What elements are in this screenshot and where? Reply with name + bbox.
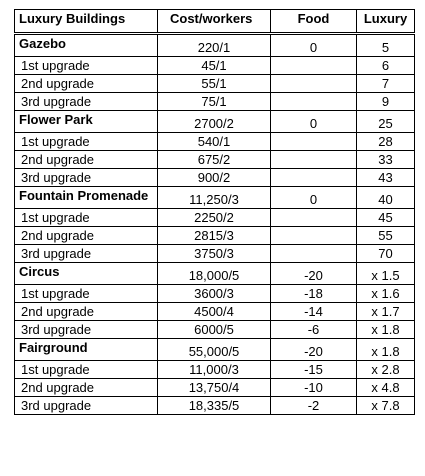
building-luxury: 25 [357,111,415,133]
upgrade-luxury: 33 [357,151,415,169]
upgrade-cost: 675/2 [158,151,271,169]
upgrade-food: -15 [271,361,357,379]
upgrade-cost: 3600/3 [158,285,271,303]
building-row-fountain-promenade [15,187,415,209]
header-row [15,10,415,34]
upgrade-row [15,227,415,245]
header-luxury: Luxury [357,10,415,34]
building-cost: 55,000/5 [158,339,271,361]
upgrade-food: -14 [271,303,357,321]
upgrade-cost: 2815/3 [158,227,271,245]
upgrade-cost: 2250/2 [158,209,271,227]
upgrade-cost: 4500/4 [158,303,271,321]
upgrade-label: 1st upgrade [15,361,158,379]
upgrade-label: 2nd upgrade [15,227,158,245]
upgrade-luxury: 7 [357,75,415,93]
building-luxury: x 1.8 [357,339,415,361]
upgrade-label: 2nd upgrade [15,151,158,169]
upgrade-label: 3rd upgrade [15,169,158,187]
upgrade-cost: 18,335/5 [158,397,271,415]
upgrade-label: 2nd upgrade [15,75,158,93]
upgrade-food [271,151,357,169]
upgrade-food: -2 [271,397,357,415]
building-row-circus [15,263,415,285]
building-cost: 220/1 [158,34,271,57]
luxury-buildings-table-container [14,9,415,415]
upgrade-food: -18 [271,285,357,303]
upgrade-row [15,321,415,339]
building-name: Fairground [19,340,88,355]
upgrade-label: 1st upgrade [15,57,158,75]
upgrade-label: 2nd upgrade [15,303,158,321]
building-row-fairground [15,339,415,361]
upgrade-row [15,361,415,379]
upgrade-food [271,133,357,151]
upgrade-label: 3rd upgrade [15,245,158,263]
upgrade-luxury: 70 [357,245,415,263]
upgrade-food [271,209,357,227]
building-cost: 11,250/3 [158,187,271,209]
upgrade-luxury: x 4.8 [357,379,415,397]
upgrade-row [15,151,415,169]
upgrade-luxury: 6 [357,57,415,75]
upgrade-luxury: 9 [357,93,415,111]
header-cost-workers: Cost/workers [158,10,271,34]
upgrade-row [15,75,415,93]
upgrade-food [271,57,357,75]
upgrade-luxury: x 1.7 [357,303,415,321]
upgrade-row [15,285,415,303]
building-luxury: 40 [357,187,415,209]
building-food: 0 [271,34,357,57]
building-name: Gazebo [19,36,66,51]
header-luxury-buildings: Luxury Buildings [15,10,158,34]
building-food: 0 [271,111,357,133]
upgrade-label: 3rd upgrade [15,93,158,111]
upgrade-cost: 55/1 [158,75,271,93]
upgrade-label: 3rd upgrade [15,397,158,415]
upgrade-row [15,245,415,263]
building-name: Fountain Promenade [19,188,149,203]
upgrade-row [15,169,415,187]
upgrade-food [271,245,357,263]
upgrade-luxury: x 7.8 [357,397,415,415]
upgrade-luxury: x 1.6 [357,285,415,303]
building-cost: 2700/2 [158,111,271,133]
upgrade-luxury: x 1.8 [357,321,415,339]
upgrade-cost: 75/1 [158,93,271,111]
building-cost: 18,000/5 [158,263,271,285]
upgrade-row [15,397,415,415]
upgrade-row [15,133,415,151]
upgrade-row [15,209,415,227]
upgrade-food [271,75,357,93]
building-luxury: x 1.5 [357,263,415,285]
building-food: 0 [271,187,357,209]
building-row-gazebo [15,34,415,57]
upgrade-label: 1st upgrade [15,285,158,303]
upgrade-label: 2nd upgrade [15,379,158,397]
upgrade-row [15,57,415,75]
upgrade-label: 1st upgrade [15,209,158,227]
header-food: Food [271,10,357,34]
upgrade-luxury: 45 [357,209,415,227]
luxury-buildings-table [14,9,415,415]
upgrade-cost: 900/2 [158,169,271,187]
upgrade-food: -6 [271,321,357,339]
building-food: -20 [271,263,357,285]
upgrade-cost: 3750/3 [158,245,271,263]
upgrade-cost: 540/1 [158,133,271,151]
building-food: -20 [271,339,357,361]
upgrade-row [15,93,415,111]
upgrade-luxury: 28 [357,133,415,151]
building-name: Flower Park [19,112,93,127]
upgrade-row [15,379,415,397]
upgrade-row [15,303,415,321]
building-row-flower-park [15,111,415,133]
upgrade-label: 3rd upgrade [15,321,158,339]
upgrade-cost: 11,000/3 [158,361,271,379]
upgrade-cost: 45/1 [158,57,271,75]
upgrade-label: 1st upgrade [15,133,158,151]
upgrade-cost: 6000/5 [158,321,271,339]
upgrade-food [271,93,357,111]
upgrade-food: -10 [271,379,357,397]
building-name: Circus [19,264,60,279]
upgrade-luxury: 43 [357,169,415,187]
upgrade-luxury: 55 [357,227,415,245]
upgrade-food [271,169,357,187]
upgrade-luxury: x 2.8 [357,361,415,379]
upgrade-food [271,227,357,245]
upgrade-cost: 13,750/4 [158,379,271,397]
building-luxury: 5 [357,34,415,57]
